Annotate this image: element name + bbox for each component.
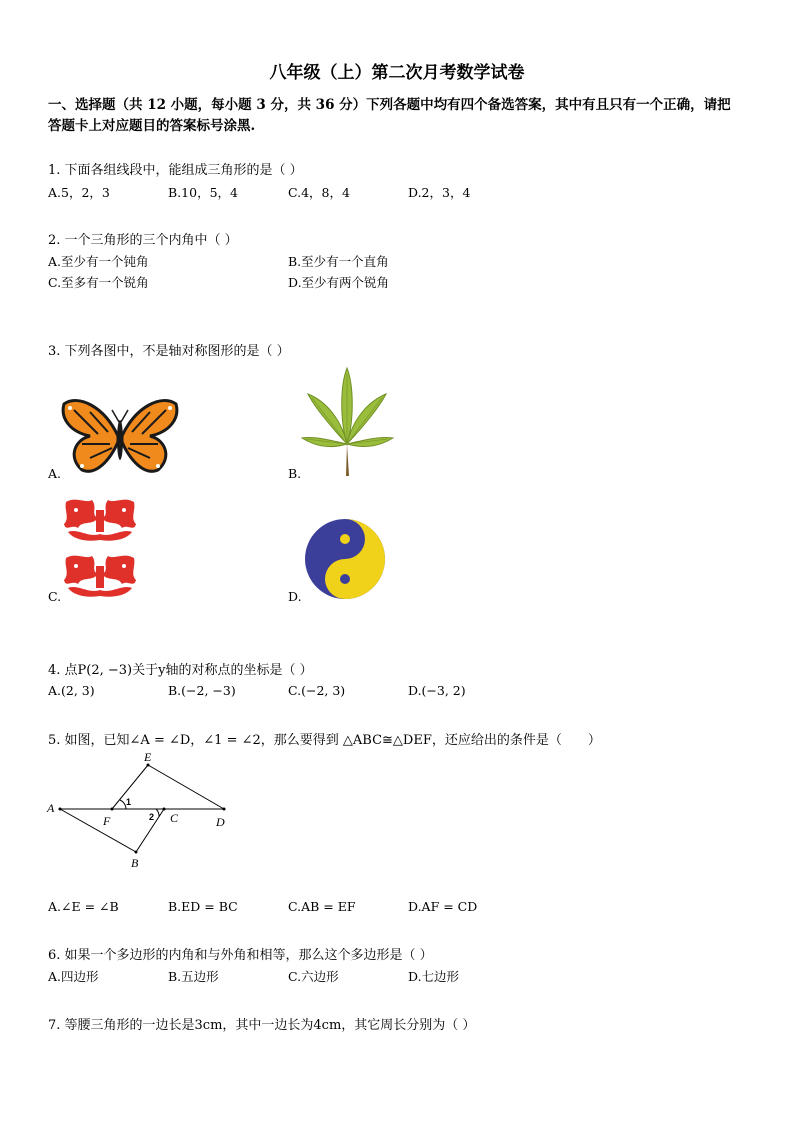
q6-option-c[interactable]: C.六边形 bbox=[288, 969, 339, 984]
section-instructions-line2: 答题卡上对应题目的答案标号涂黑. bbox=[48, 118, 256, 134]
triangle-geometry-figure bbox=[44, 748, 244, 874]
q1-option-d[interactable]: D.2，3，4 bbox=[408, 185, 471, 200]
butterfly-image bbox=[60, 396, 180, 478]
q4-option-c[interactable]: C.(−2, 3) bbox=[288, 683, 346, 698]
q3-option-d[interactable]: D. bbox=[288, 589, 302, 604]
q5-option-d[interactable]: D.AF = CD bbox=[408, 899, 478, 914]
label-e: E bbox=[144, 750, 152, 764]
angle-2-label: 2 bbox=[149, 812, 155, 822]
q3-option-a[interactable]: A. bbox=[48, 466, 62, 481]
label-a: A bbox=[47, 801, 55, 815]
label-b: B bbox=[131, 856, 139, 870]
question-5-stem: 5. 如图，已知∠A = ∠D，∠1 = ∠2，那么要得到 △ABC≅△DEF，还应给出的条件是（ ） bbox=[48, 733, 601, 748]
label-f: F bbox=[103, 814, 111, 828]
q3-option-c[interactable]: C. bbox=[48, 589, 62, 604]
leaf-image bbox=[300, 366, 395, 478]
q1-option-a[interactable]: A.5，2，3 bbox=[48, 185, 110, 200]
yin-yang-image bbox=[304, 518, 386, 600]
question-2-stem: 2. 一个三角形的三个内角中（ ） bbox=[48, 233, 238, 248]
q4-option-a[interactable]: A.(2, 3) bbox=[48, 683, 95, 698]
q3-option-b[interactable]: B. bbox=[288, 466, 302, 481]
q6-option-b[interactable]: B.五边形 bbox=[168, 969, 219, 984]
paper-cut-image bbox=[62, 496, 138, 600]
q2-option-d[interactable]: D.至少有两个锐角 bbox=[288, 275, 390, 290]
q2-option-b[interactable]: B.至少有一个直角 bbox=[288, 254, 389, 269]
q2-option-a[interactable]: A.至少有一个钝角 bbox=[48, 254, 149, 269]
q4-option-b[interactable]: B.(−2, −3) bbox=[168, 683, 236, 698]
section-instructions-line1: 一、选择题（共 12 小题，每小题 3 分，共 36 分）下列各题中均有四个备选答案，其中有且只有一个正确，请把 bbox=[48, 97, 731, 113]
label-d: D bbox=[216, 815, 225, 829]
page-title: 八年级（上）第二次月考数学试卷 bbox=[269, 63, 525, 83]
q1-option-c[interactable]: C.4，8，4 bbox=[288, 185, 350, 200]
question-1-stem: 1. 下面各组线段中，能组成三角形的是（ ） bbox=[48, 163, 303, 178]
q6-option-a[interactable]: A.四边形 bbox=[48, 969, 99, 984]
q5-option-c[interactable]: C.AB = EF bbox=[288, 899, 356, 914]
q1-option-b[interactable]: B.10，5，4 bbox=[168, 185, 238, 200]
q4-option-d[interactable]: D.(−3, 2) bbox=[408, 683, 466, 698]
question-7-stem: 7. 等腰三角形的一边长是3cm，其中一边长为4cm，其它周长分别为（ ） bbox=[48, 1018, 476, 1033]
question-6-stem: 6. 如果一个多边形的内角和与外角和相等，那么这个多边形是（ ） bbox=[48, 948, 433, 963]
question-3-stem: 3. 下列各图中，不是轴对称图形的是（ ） bbox=[48, 344, 290, 359]
q6-option-d[interactable]: D.七边形 bbox=[408, 969, 460, 984]
label-c: C bbox=[170, 811, 179, 825]
q5-option-a[interactable]: A.∠E = ∠B bbox=[48, 899, 119, 914]
q5-option-b[interactable]: B.ED = BC bbox=[168, 899, 238, 914]
question-4-stem: 4. 点P(2, −3)关于y轴的对称点的坐标是（ ） bbox=[48, 663, 313, 678]
q2-option-c[interactable]: C.至多有一个锐角 bbox=[48, 275, 149, 290]
angle-1-label: 1 bbox=[126, 797, 132, 807]
